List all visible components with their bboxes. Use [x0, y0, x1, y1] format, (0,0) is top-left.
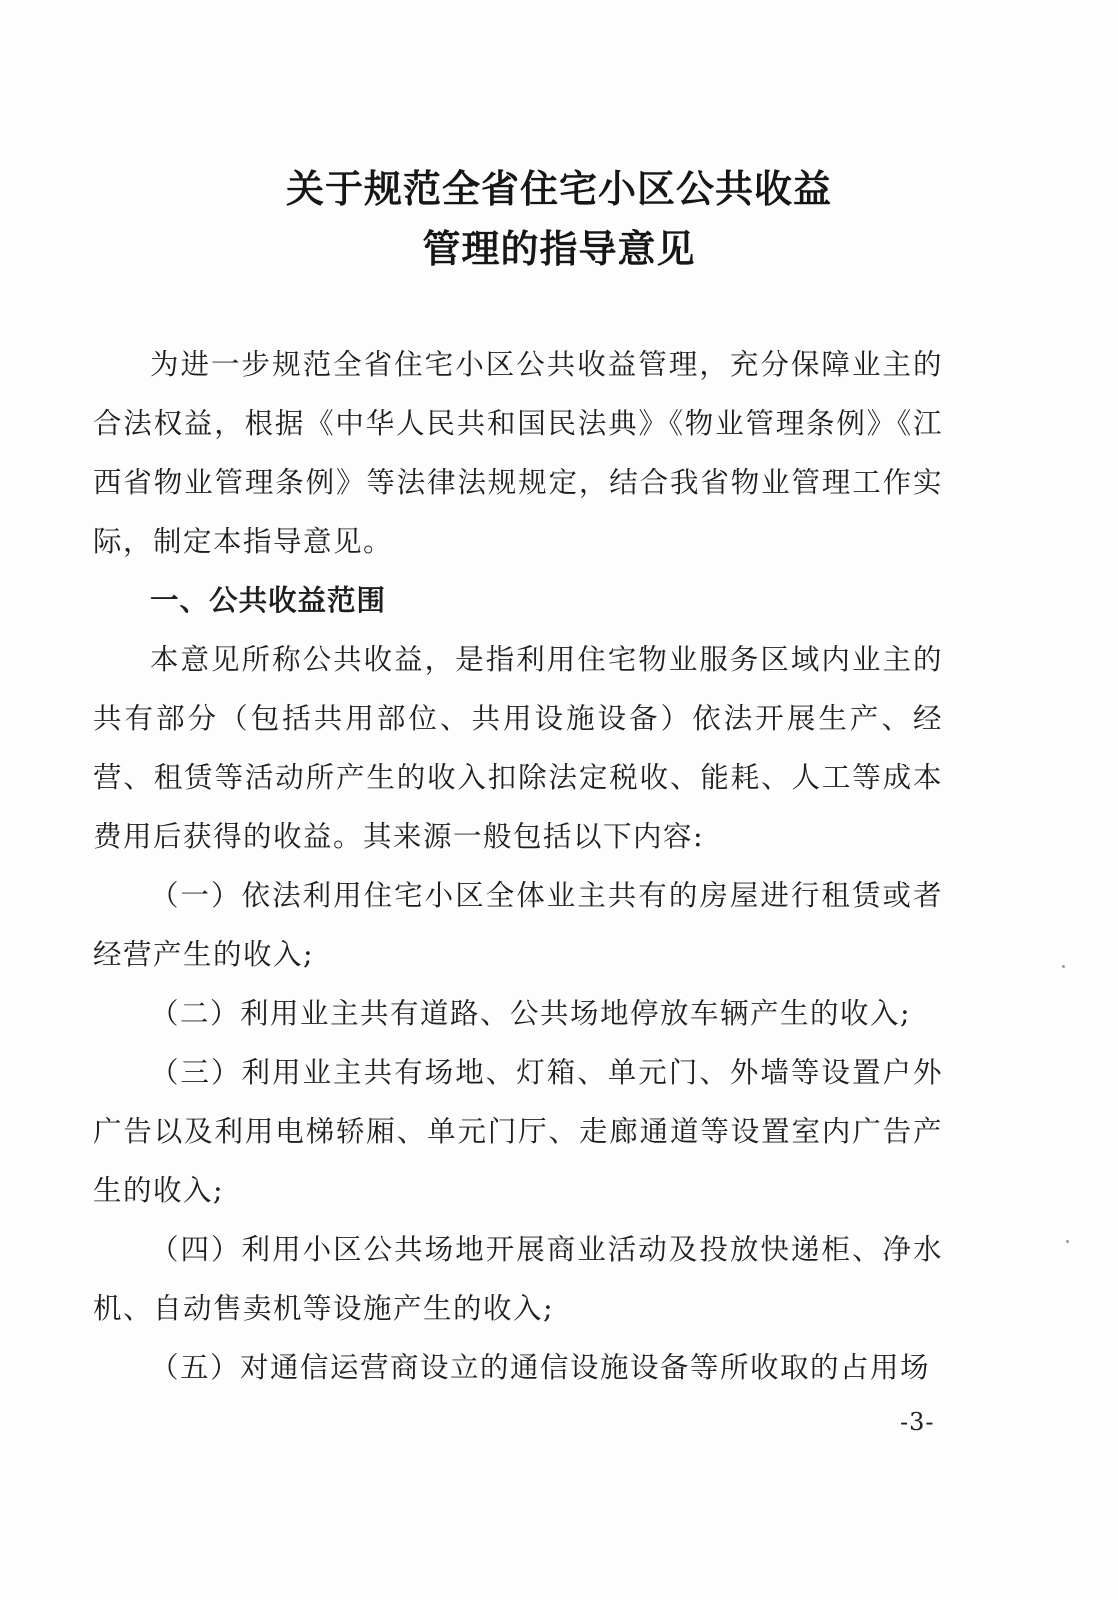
- list-item-4: （四）利用小区公共场地开展商业活动及投放快递柜、净水机、自动售卖机等设施产生的收入;: [93, 1233, 943, 1325]
- definition-paragraph: 本意见所称公共收益，是指利用住宅物业服务区域内业主的共有部分（包括共用部位、共用设施设备）依法开展生产、经营、租赁等活动所产生的收入扣除法定税收、能耗、人工等成本费用后获得的收益。其来源一般包括以下内容:: [93, 643, 943, 853]
- scan-speck: [1062, 965, 1065, 968]
- document-title-line1: 关于规范全省住宅小区公共收益: [285, 167, 832, 211]
- list-item-1: （一）依法利用住宅小区全体业主共有的房屋进行租赁或者经营产生的收入;: [93, 879, 943, 971]
- list-item-2: （二）利用业主共有道路、公共场地停放车辆产生的收入;: [150, 997, 912, 1030]
- intro-paragraph: 为进一步规范全省住宅小区公共收益管理，充分保障业主的合法权益，根据《中华人民共和国民法典》《物业管理条例》《江西省物业管理条例》等法律法规规定，结合我省物业管理工作实际，制定本指导意见。: [93, 348, 943, 558]
- document-title-line2: 管理的指导意见: [422, 227, 696, 271]
- list-item-5: （五）对通信运营商设立的通信设施设备等所收取的占用场: [150, 1351, 931, 1384]
- list-item-3: （三）利用业主共有场地、灯箱、单元门、外墙等设置户外广告以及利用电梯轿厢、单元门厅、走廊通道等设置室内广告产生的收入;: [93, 1056, 943, 1207]
- document-body: [93, 335, 943, 1397]
- scan-speck: [1066, 1240, 1069, 1243]
- page-number: -3-: [900, 1408, 935, 1436]
- section-heading: 一、公共收益范围: [150, 584, 387, 617]
